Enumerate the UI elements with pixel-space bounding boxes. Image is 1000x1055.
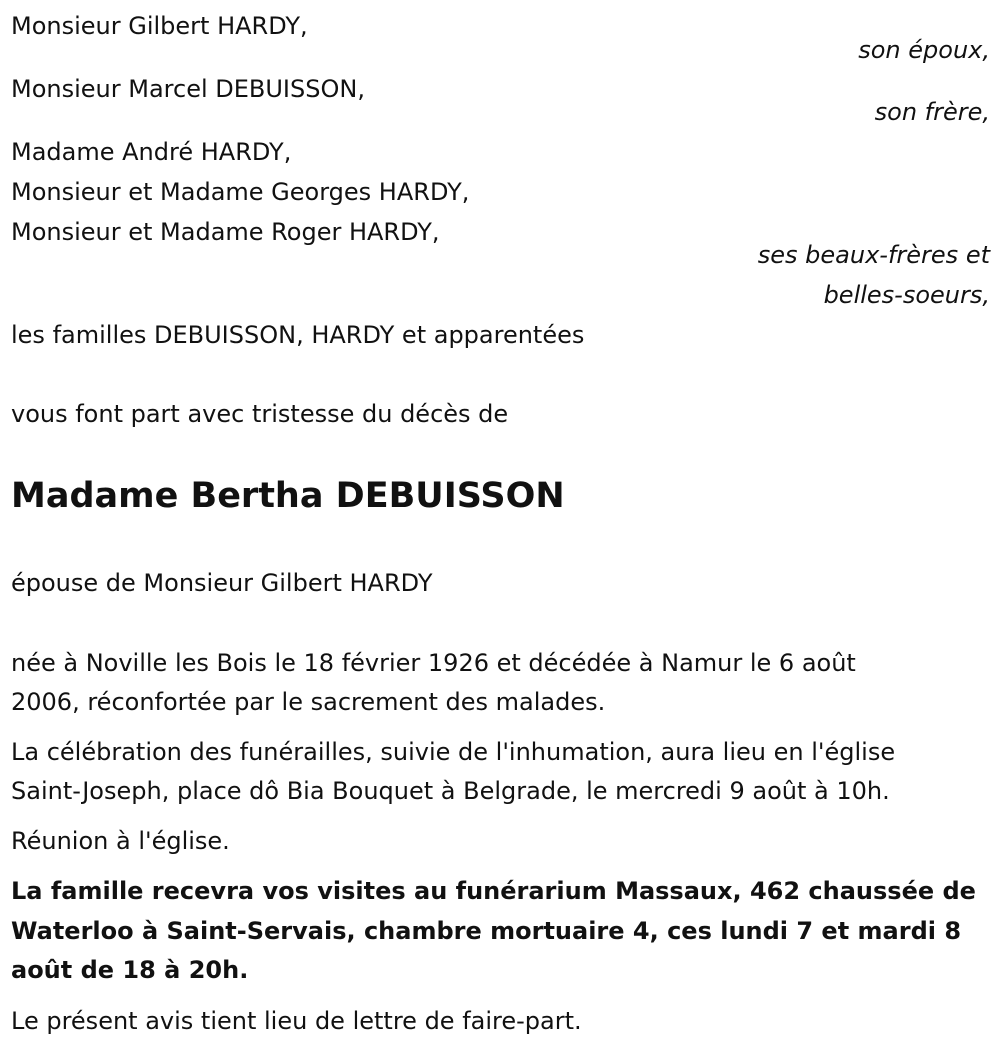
family-member-name: Monsieur et Madame Georges HARDY, xyxy=(11,178,470,206)
spouse-line: épouse de Monsieur Gilbert HARDY xyxy=(11,569,433,597)
family-member-name: Monsieur Marcel DEBUISSON, xyxy=(11,75,365,103)
notice-line: Le présent avis tient lieu de lettre de faire-part. xyxy=(11,1007,582,1035)
relationship-label: belles-soeurs, xyxy=(823,281,990,309)
ceremony-line: Saint-Joseph, place dô Bia Bouquet à Belgrade, le mercredi 9 août à 10h. xyxy=(11,777,890,805)
relationship-label: ses beaux-frères et xyxy=(757,241,990,269)
relationship-label: son époux, xyxy=(858,36,990,64)
ceremony-line: La célébration des funérailles, suivie de l'inhumation, aura lieu en l'église xyxy=(11,738,896,766)
visits-line: La famille recevra vos visites au funérarium Massaux, 462 chaussée de xyxy=(11,877,976,905)
birth-death-line: 2006, réconfortée par le sacrement des malades. xyxy=(11,688,606,716)
visits-line: Waterloo à Saint-Servais, chambre mortuaire 4, ces lundi 7 et mardi 8 xyxy=(11,917,962,945)
deceased-name: Madame Bertha DEBUISSON xyxy=(11,476,565,516)
family-member-name: Madame André HARDY, xyxy=(11,138,292,166)
family-member-name: Monsieur et Madame Roger HARDY, xyxy=(11,218,440,246)
announcement-text: vous font part avec tristesse du décès de xyxy=(11,400,509,428)
family-member-name: Monsieur Gilbert HARDY, xyxy=(11,12,308,40)
meeting-line: Réunion à l'église. xyxy=(11,827,230,855)
birth-death-line: née à Noville les Bois le 18 février 1926 et décédée à Namur le 6 août xyxy=(11,649,856,677)
other-families: les familles DEBUISSON, HARDY et apparentées xyxy=(11,321,585,349)
relationship-label: son frère, xyxy=(874,98,990,126)
visits-line: août de 18 à 20h. xyxy=(11,956,249,984)
